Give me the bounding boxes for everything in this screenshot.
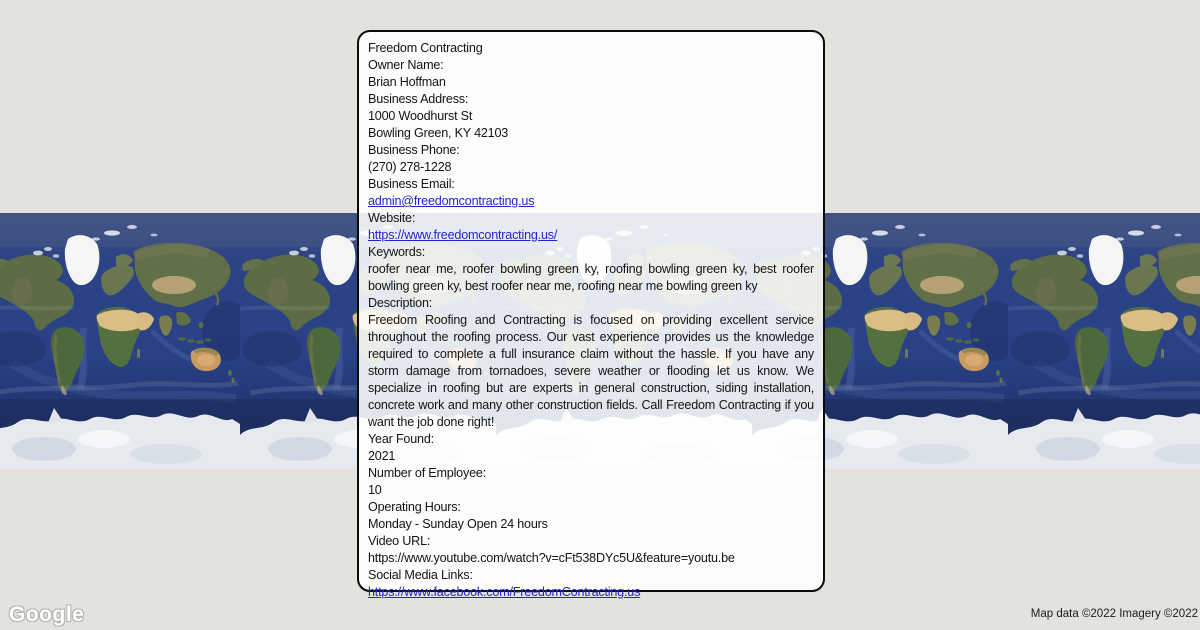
employee-count-value: 10 — [368, 483, 382, 497]
business-email-label: Business Email: — [368, 177, 455, 191]
year-found-label: Year Found: — [368, 432, 434, 446]
owner-name-value: Brian Hoffman — [368, 75, 446, 89]
business-phone-value: (270) 278-1228 — [368, 160, 452, 174]
video-url-value: https://www.youtube.com/watch?v=cFt538DYc5U&feature=youtu.be — [368, 551, 735, 565]
google-logo[interactable]: Google — [9, 603, 85, 626]
facebook-link[interactable]: https://www.facebook.com/FreedomContracting.us — [368, 585, 641, 599]
website-link[interactable]: https://www.freedomcontracting.us/ — [368, 228, 558, 242]
map-attribution: Map data ©2022 Imagery ©2022 — [1030, 608, 1198, 620]
operating-hours-value: Monday - Sunday Open 24 hours — [368, 517, 548, 531]
business-phone-label: Business Phone: — [368, 143, 460, 157]
business-info-card — [357, 30, 825, 599]
business-address-label: Business Address: — [368, 92, 469, 106]
business-address-city: Bowling Green, KY 42103 — [368, 126, 509, 140]
social-links-label: Social Media Links: — [368, 568, 473, 582]
owner-name-label: Owner Name: — [368, 58, 444, 72]
operating-hours-label: Operating Hours: — [368, 500, 461, 514]
description-text: Freedom Roofing and Contracting is focused on providing excellent service throughout the roofing process. Our vast experience provides us the knowledge required to complete a full insurance claim without the hassle. If you have any storm damage from tornadoes, severe weather or flooding let us know. We specialize in roofing but are experts in general construction, siding installation, concrete work and many other construction fields. Call Freedom Contracting if you want the job done right! — [368, 313, 814, 429]
website-label: Website: — [368, 211, 416, 225]
keywords-text: roofer near me, roofer bowling green ky, roofing bowling green ky, best roofer bowling green ky, best roofer near me, roofing near me bowling green ky — [368, 262, 814, 293]
business-address-street: 1000 Woodhurst St — [368, 109, 473, 123]
business-email-link[interactable]: admin@freedomcontracting.us — [368, 194, 535, 208]
employee-count-label: Number of Employee: — [368, 466, 486, 480]
business-name: Freedom Contracting — [368, 41, 483, 55]
keywords-label: Keywords: — [368, 245, 425, 259]
video-url-label: Video URL: — [368, 534, 431, 548]
year-found-value: 2021 — [368, 449, 396, 463]
description-label: Description: — [368, 296, 433, 310]
